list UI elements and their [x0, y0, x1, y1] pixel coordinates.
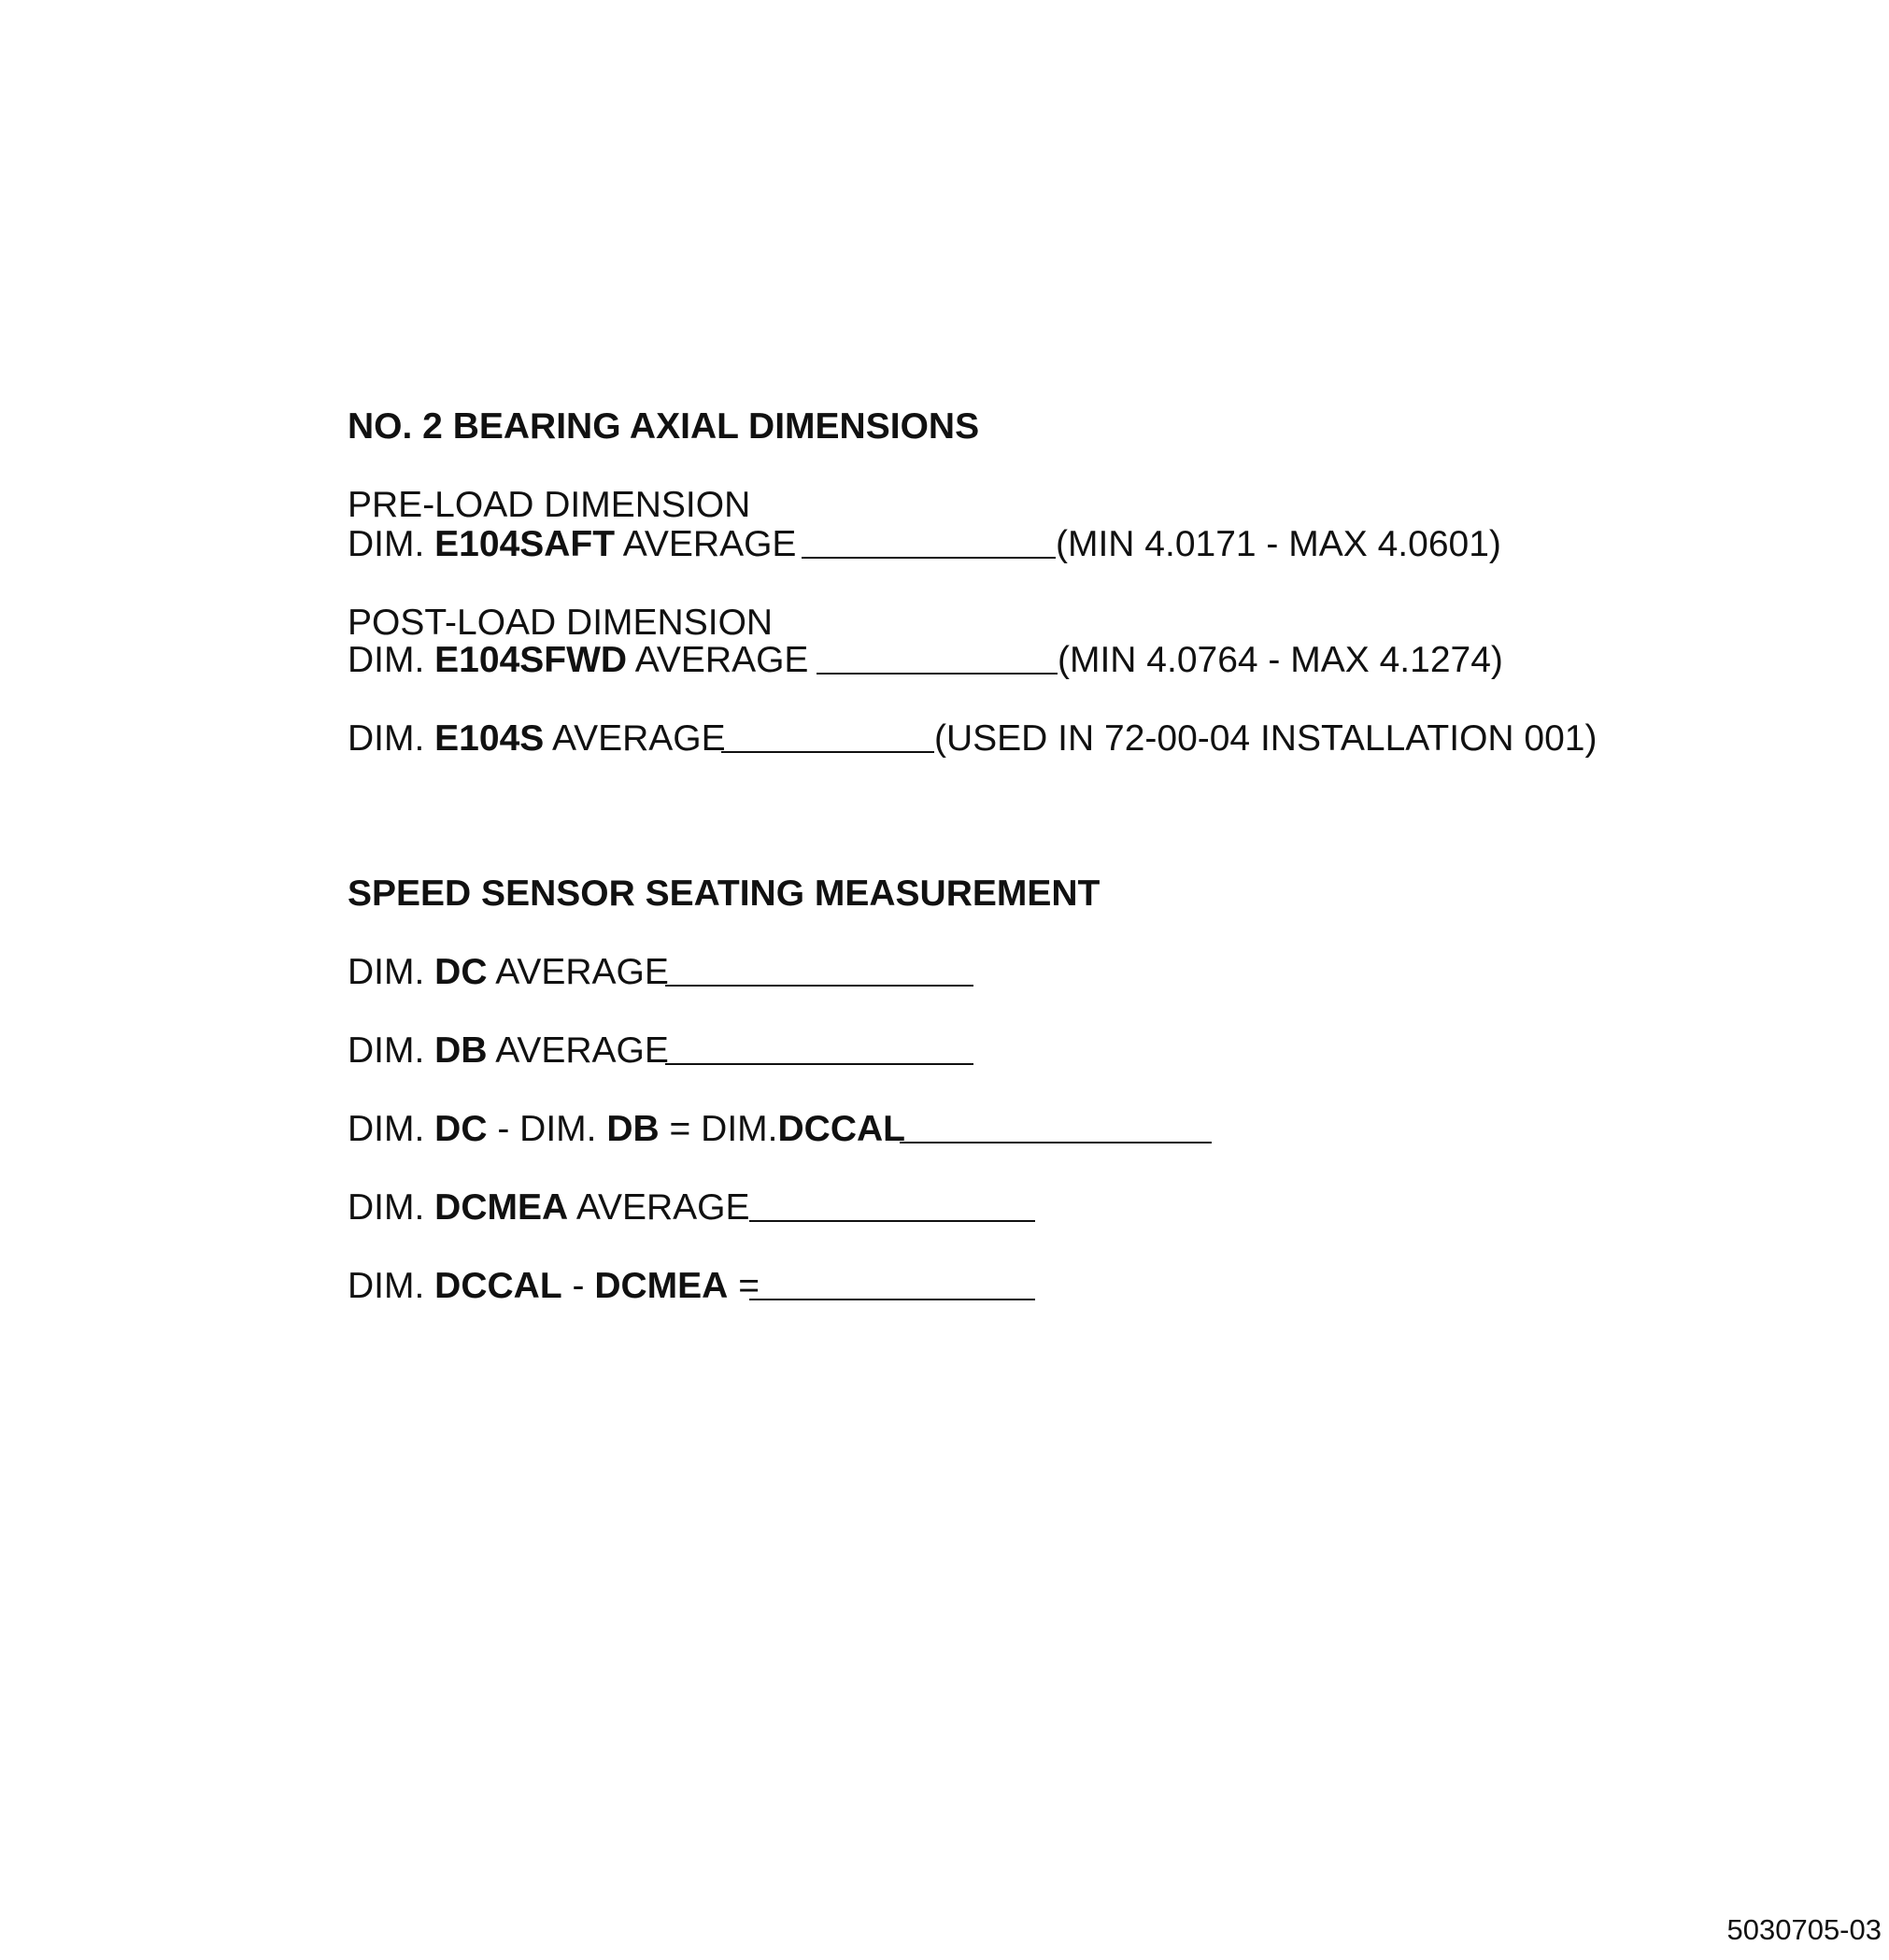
e104s-average-field[interactable] — [721, 751, 934, 753]
dim-prefix: DIM. — [348, 524, 425, 564]
dim-prefix: DIM. — [348, 640, 425, 680]
db-dim-row — [348, 1030, 669, 1072]
dim-suffix: AVERAGE — [622, 524, 797, 564]
formula-prefix: DIM. — [348, 1109, 425, 1149]
e104saft-average-field[interactable] — [802, 557, 1056, 559]
dim-code-e104saft: E104SAFT — [434, 524, 616, 564]
dim-prefix: DIM. — [348, 718, 425, 759]
dc-dim-row — [348, 951, 669, 994]
dccal-dcmea-result-field[interactable] — [749, 1299, 1035, 1300]
dim-suffix: AVERAGE — [551, 718, 726, 759]
document-number: 5030705-03 — [1726, 1913, 1882, 1946]
formula-equals-dim: = DIM. — [669, 1109, 778, 1149]
section-heading-speed-sensor: SPEED SENSOR SEATING MEASUREMENT — [348, 873, 1101, 914]
dim-prefix: DIM. — [348, 1266, 425, 1306]
db-average-field[interactable] — [665, 1063, 973, 1065]
dim-code-dcmea: DCMEA — [594, 1266, 729, 1306]
dim-code-dccal: DCCAL — [777, 1109, 905, 1149]
postload-dim-row — [348, 639, 808, 682]
dim-code-dc: DC — [434, 1109, 488, 1149]
e104sfwd-average-field[interactable] — [817, 673, 1058, 675]
dim-suffix: AVERAGE — [495, 952, 669, 992]
section-heading-bearing-axial: NO. 2 BEARING AXIAL DIMENSIONS — [348, 406, 980, 447]
dccal-dcmea-diff-row — [348, 1265, 760, 1308]
postload-dimension-label: POST-LOAD DIMENSION — [348, 603, 774, 643]
dim-suffix: AVERAGE — [495, 1030, 669, 1071]
e104sfwd-range: (MIN 4.0764 - MAX 4.1274) — [1058, 640, 1503, 680]
dccal-result-field[interactable] — [900, 1142, 1212, 1143]
preload-dim-row — [348, 523, 796, 566]
dim-code-db: DB — [434, 1030, 488, 1071]
minus-sign: - — [572, 1266, 585, 1306]
dim-code-dc: DC — [434, 952, 488, 992]
dim-prefix: DIM. — [348, 952, 425, 992]
dcmea-average-field[interactable] — [749, 1220, 1035, 1222]
e104s-usage-note: (USED IN 72-00-04 INSTALLATION 001) — [934, 718, 1598, 759]
dim-prefix: DIM. — [348, 1187, 425, 1228]
equals-sign: = — [738, 1266, 760, 1306]
dim-code-e104s: E104S — [434, 718, 545, 759]
dim-code-e104sfwd: E104SFWD — [434, 640, 628, 680]
e104s-dim-row — [348, 717, 726, 760]
dim-suffix: AVERAGE — [575, 1187, 750, 1228]
e104saft-range: (MIN 4.0171 - MAX 4.0601) — [1056, 524, 1501, 564]
dim-code-dccal: DCCAL — [434, 1266, 562, 1306]
dim-prefix: DIM. — [348, 1030, 425, 1071]
dccal-formula-row — [348, 1108, 905, 1151]
dc-average-field[interactable] — [665, 985, 973, 987]
dim-code-db: DB — [606, 1109, 660, 1149]
preload-dimension-label: PRE-LOAD DIMENSION — [348, 485, 751, 525]
formula-minus-dim: - DIM. — [497, 1109, 597, 1149]
dim-code-dcmea: DCMEA — [434, 1187, 569, 1228]
dcmea-dim-row — [348, 1186, 750, 1229]
dim-suffix: AVERAGE — [634, 640, 809, 680]
